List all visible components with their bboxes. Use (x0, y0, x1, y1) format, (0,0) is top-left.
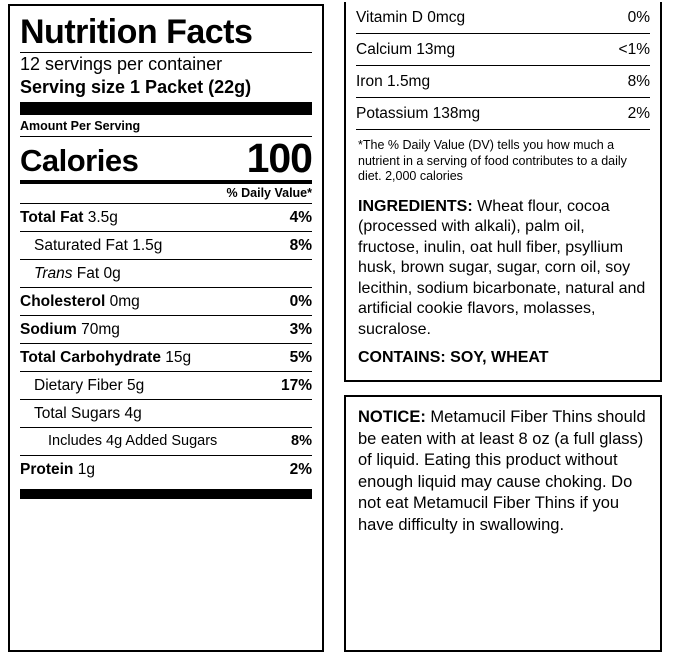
micronutrient-row-iron (356, 66, 650, 98)
notice-body: Metamucil Fiber Thins should be eaten with at least 8 oz (a full glass) of liquid. Eating this product without enough liquid may cause choking. Do not eat Metamucil Fiber Thins if you have difficulty in swallowing. (358, 408, 646, 534)
nutrient-label-dietary-fiber: Dietary Fiber (34, 377, 123, 394)
amount-per-serving-label: Amount Per Serving (20, 119, 141, 133)
nutrient-amount-cholesterol: 0mg (109, 293, 140, 310)
nutrient-amount-protein: 1g (77, 461, 95, 478)
nutrient-pct-dietary-fiber: 17% (280, 377, 312, 394)
micronutrient-pct-iron: 8% (627, 73, 650, 90)
nutrient-label-saturated-fat: Saturated Fat (34, 237, 128, 254)
micronutrient-row-potassium (356, 98, 650, 130)
nutrient-name-saturated-fat (34, 236, 162, 255)
nutrient-name-total-fat (20, 208, 118, 227)
micronutrient-pct-calcium: <1% (618, 41, 650, 58)
nutrient-label-cholesterol: Cholesterol (20, 293, 106, 310)
nutrient-pct-added-sugars: 8% (291, 433, 312, 449)
nutrient-label-sodium: Sodium (20, 321, 77, 338)
nutrition-facts-title: Nutrition Facts (20, 13, 253, 51)
nutrient-row-protein (20, 456, 312, 483)
nutrient-name-added-sugars: Includes 4g Added Sugars (48, 433, 218, 449)
divider-thick-1 (20, 102, 312, 115)
nutrient-amount-total-fat: 3.5g (87, 209, 118, 226)
micronutrient-name-calcium: Calcium 13mg (356, 41, 456, 58)
nutrient-name-total-carbohydrate (20, 348, 191, 367)
micronutrient-row-calcium (356, 34, 650, 66)
divider-thick-2 (20, 489, 312, 499)
nutrient-label-total-fat: Total Fat (20, 209, 84, 226)
nutrient-name-dietary-fiber (34, 376, 144, 395)
nutrient-name-total-sugars (34, 404, 142, 423)
nutrient-label-protein: Protein (20, 461, 74, 478)
nutrient-amount-dietary-fiber: 5g (127, 377, 145, 394)
nutrient-amount-sodium: 70mg (81, 321, 120, 338)
right-column (340, 0, 679, 656)
ingredients-label: INGREDIENTS: (358, 197, 473, 215)
nutrient-pct-saturated-fat: 8% (289, 237, 312, 254)
nutrient-row-cholesterol (20, 288, 312, 315)
nutrient-pct-protein: 2% (289, 461, 312, 478)
serving-size: Serving size 1 Packet (22g) (20, 77, 252, 97)
nutrient-amount-total-carbohydrate: 15g (165, 349, 192, 366)
nutrient-label-total-carbohydrate: Total Carbohydrate (20, 349, 161, 366)
nutrient-pct-cholesterol: 0% (289, 293, 312, 310)
nutrient-row-added-sugars (20, 428, 312, 455)
nutrient-amount-trans-fat: Fat 0g (76, 265, 121, 282)
servings-per-container: 12 servings per container (20, 54, 223, 74)
ingredients-list: Wheat flour, cocoa (processed with alkali), palm oil, fructose, inulin, oat hull fiber, psyllium husk, brown sugar, sugar, corn oil, soy lecithin, sodium bicarbonate, natural and artificial cookie flavors, molasses, sucralose. (358, 197, 646, 338)
notice-label: NOTICE: (358, 408, 426, 426)
micronutrient-name-potassium: Potassium 138mg (356, 105, 481, 122)
nutrient-row-trans-fat (20, 260, 312, 287)
calories-label: Calories (20, 143, 139, 178)
calories-value: 100 (246, 135, 312, 181)
micronutrient-row-vitamin-d (356, 2, 650, 34)
nutrient-row-saturated-fat (20, 232, 312, 259)
micronutrient-pct-potassium: 2% (627, 105, 650, 122)
nutrient-name-trans-fat (34, 264, 121, 283)
ingredients-text (356, 187, 650, 345)
nutrient-amount-total-sugars: 4g (124, 405, 142, 422)
nutrient-row-total-carbohydrate (20, 344, 312, 371)
nutrient-row-dietary-fiber (20, 372, 312, 399)
nutrient-pct-total-carbohydrate: 5% (289, 349, 312, 366)
micronutrient-name-iron: Iron 1.5mg (356, 73, 431, 90)
daily-value-header: % Daily Value* (226, 186, 312, 200)
calories-row (20, 137, 312, 180)
nutrient-name-sodium (20, 320, 120, 339)
nutrient-name-protein (20, 460, 95, 479)
contains-statement: CONTAINS: SOY, WHEAT (358, 349, 549, 366)
notice-text (358, 407, 648, 536)
nutrient-row-sodium (20, 316, 312, 343)
micronutrients-panel (344, 2, 662, 382)
nutrient-name-cholesterol (20, 292, 140, 311)
nutrient-label-total-sugars: Total Sugars (34, 405, 121, 422)
daily-value-footnote: *The % Daily Value (DV) tells you how much a nutrient in a serving of food contributes to a daily diet. 2,000 calories (358, 138, 627, 183)
notice-panel (344, 395, 662, 652)
micronutrient-pct-vitamin-d: 0% (627, 9, 650, 26)
nutrient-row-total-sugars (20, 400, 312, 427)
nutrition-facts-panel (8, 4, 324, 652)
nutrient-row-total-fat (20, 204, 312, 231)
nutrient-label-trans-fat: Trans (34, 265, 73, 282)
nutrient-pct-sodium: 3% (289, 321, 312, 338)
nutrient-amount-saturated-fat: 1.5g (132, 237, 163, 254)
micronutrient-name-vitamin-d: Vitamin D 0mcg (356, 9, 466, 26)
nutrient-pct-total-fat: 4% (289, 209, 312, 226)
